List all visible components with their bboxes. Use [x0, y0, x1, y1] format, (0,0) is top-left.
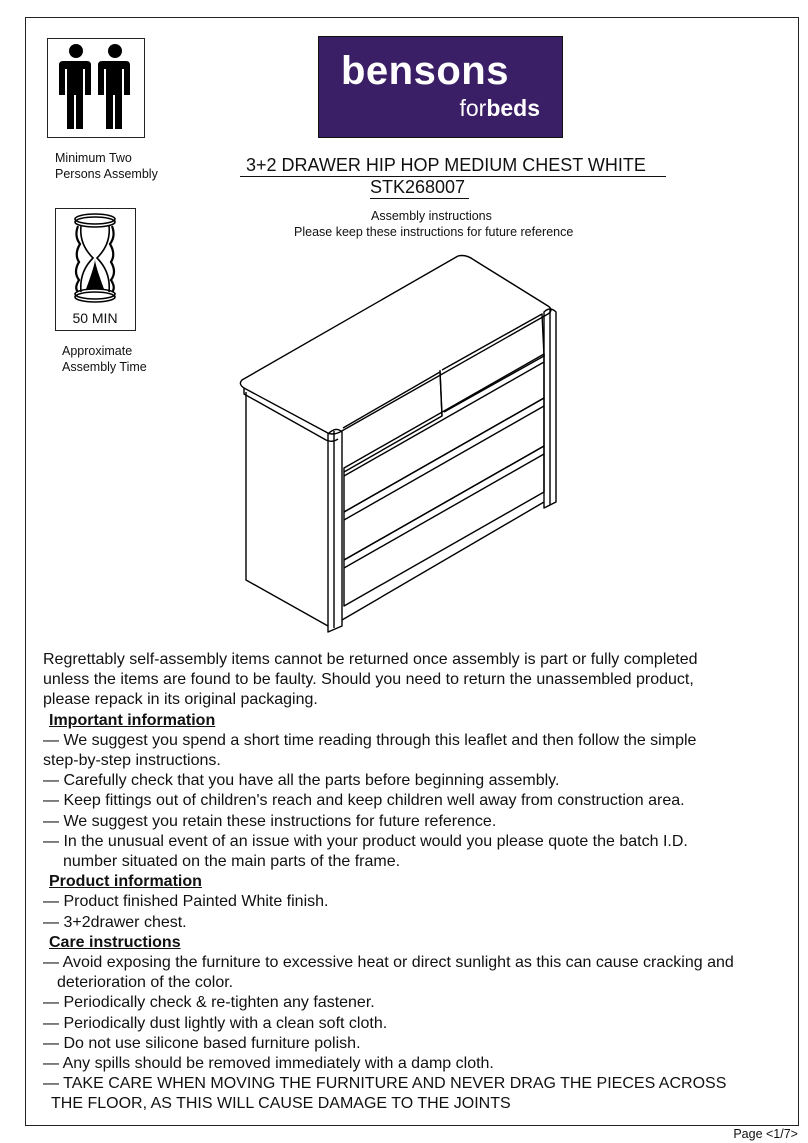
- product-code: STK268007: [370, 176, 469, 199]
- product-item: — 3+2drawer chest.: [43, 913, 187, 931]
- time-caption: Approximate Assembly Time: [62, 344, 147, 374]
- care-item: — Any spills should be removed immediately with a damp cloth.: [43, 1055, 494, 1073]
- care-item-cont: deterioration of the color.: [57, 974, 234, 992]
- product-heading: Product information: [49, 873, 202, 891]
- important-item-cont: step-by-step instructions.: [43, 752, 221, 770]
- important-heading: Important information: [49, 711, 216, 729]
- logo-main-text: bensons: [341, 49, 509, 93]
- care-item: — Periodically check & re-tighten any fastener.: [43, 994, 375, 1012]
- page-number: Page <1/7>: [733, 1127, 798, 1141]
- hourglass-icon: [55, 208, 136, 331]
- product-title: 3+2 DRAWER HIP HOP MEDIUM CHEST WHITE: [240, 154, 666, 177]
- care-item-cont: THE FLOOR, AS THIS WILL CAUSE DAMAGE TO THE JOINTS: [51, 1095, 511, 1113]
- instructions-text: [43, 650, 783, 1115]
- care-heading: Care instructions: [49, 933, 181, 951]
- chest-illustration: [236, 250, 566, 645]
- two-persons-icon: [47, 38, 145, 138]
- care-item: — TAKE CARE WHEN MOVING THE FURNITURE AND NEVER DRAG THE PIECES ACROSS: [43, 1075, 727, 1093]
- important-item: — We suggest you spend a short time reading through this leaflet and then follow the simple: [43, 731, 697, 749]
- intro-line: please repack in its original packaging.: [43, 691, 318, 709]
- care-item: — Periodically dust lightly with a clean soft cloth.: [43, 1014, 388, 1032]
- important-item: — In the unusual event of an issue with your product would you please quote the batch I.D.: [43, 832, 688, 850]
- important-item: — Carefully check that you have all the parts before beginning assembly.: [43, 772, 560, 790]
- important-item: — We suggest you retain these instructions for future reference.: [43, 812, 497, 830]
- subtitle-keep: Please keep these instructions for future reference: [294, 225, 574, 239]
- subtitle-assembly: Assembly instructions: [371, 209, 492, 223]
- important-item-cont: number situated on the main parts of the frame.: [63, 853, 401, 871]
- care-item: — Avoid exposing the furniture to excessive heat or direct sunlight as this can cause cracking and: [43, 954, 734, 972]
- logo-sub-text: forbeds: [459, 95, 540, 121]
- intro-line: Regrettably self-assembly items cannot be returned once assembly is part or fully completed: [43, 651, 698, 668]
- product-item: — Product finished Painted White finish.: [43, 893, 329, 911]
- bensons-logo: [318, 36, 563, 138]
- important-item: — Keep fittings out of children's reach and keep children well away from construction area.: [43, 792, 685, 810]
- persons-caption: Minimum Two Persons Assembly: [55, 151, 158, 181]
- care-item: — Do not use silicone based furniture polish.: [43, 1034, 361, 1052]
- intro-line: unless the items are found to be faulty. Should you need to return the unassembled product,: [43, 671, 694, 689]
- time-label: 50 MIN: [72, 310, 118, 326]
